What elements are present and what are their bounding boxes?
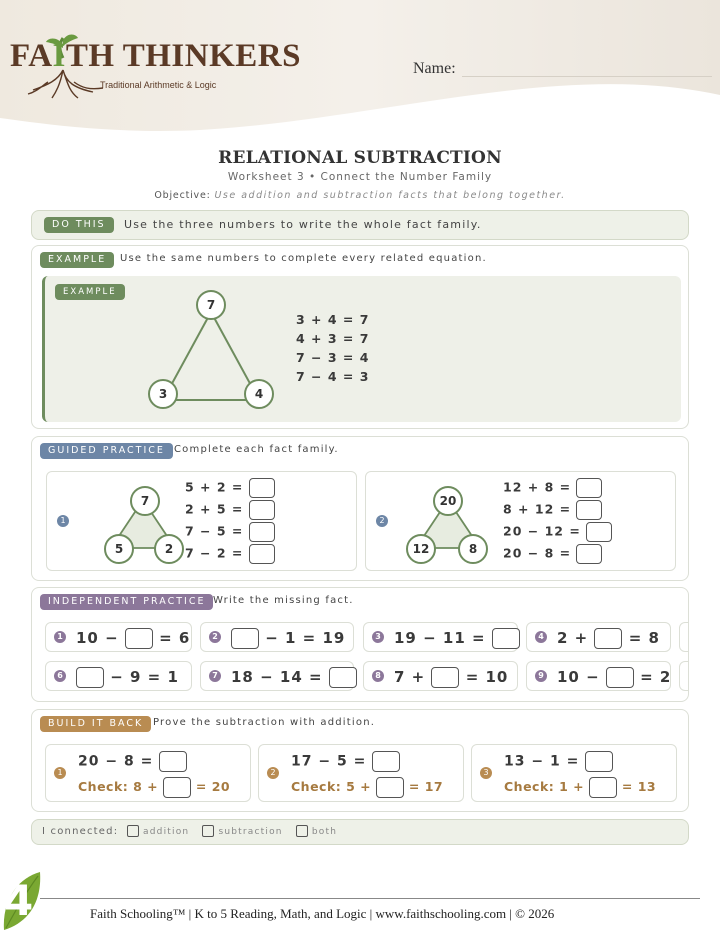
answer-box[interactable] <box>589 777 617 798</box>
build-it-back-tag: BUILD IT BACK <box>40 716 151 732</box>
example-section <box>31 245 689 429</box>
option-label: addition <box>143 827 190 837</box>
item-number-badge: 9 <box>535 670 547 682</box>
connected-label: I connected: <box>42 826 119 837</box>
guided-equation: 5 + 2 = <box>185 478 275 498</box>
item-number-badge: 2 <box>267 767 279 779</box>
checkbox-both[interactable] <box>296 825 308 837</box>
example-top-number: 7 <box>196 290 226 320</box>
answer-box[interactable] <box>76 667 104 688</box>
option-label: both <box>311 827 338 837</box>
independent-item-cut <box>679 661 689 691</box>
do-this-text: Use the three numbers to write the whole fact family. <box>124 218 482 231</box>
item-number-badge: 8 <box>372 670 384 682</box>
answer-box[interactable] <box>576 500 602 520</box>
name-field[interactable] <box>462 76 712 77</box>
answer-box[interactable] <box>159 751 187 772</box>
build-it-back-section <box>31 709 689 812</box>
independent-item: 6 − 9 = 1 <box>45 661 192 691</box>
example-tag: EXAMPLE <box>40 252 114 268</box>
build-equation: 20 − 8 = <box>78 751 187 772</box>
independent-item: 8 7 + = 10 <box>363 661 518 691</box>
checkbox-subtraction[interactable] <box>202 825 214 837</box>
guided-item-1 <box>46 471 357 571</box>
independent-item: 2 − 1 = 19 <box>200 622 354 652</box>
guided-equation: 12 + 8 = <box>503 478 602 498</box>
check-equation: Check: 5 + = 17 <box>291 777 443 798</box>
example-equation: 7 − 3 = 4 <box>296 350 370 365</box>
grade-number: 4 <box>4 876 34 925</box>
guided-equation: 8 + 12 = <box>503 500 602 520</box>
do-this-tag: DO THIS <box>44 217 114 233</box>
build-equation: 13 − 1 = <box>504 751 613 772</box>
example-text: Use the same numbers to complete every related equation. <box>120 253 487 264</box>
example-equation: 7 − 4 = 3 <box>296 369 370 384</box>
checkbox-addition[interactable] <box>127 825 139 837</box>
independent-item: 9 10 − = 2 <box>526 661 671 691</box>
answer-box[interactable] <box>372 751 400 772</box>
guided-practice-tag: GUIDED PRACTICE <box>40 443 173 459</box>
independent-practice-section <box>31 587 689 702</box>
item-number-badge: 1 <box>57 515 69 527</box>
answer-box[interactable] <box>163 777 191 798</box>
build-item-3 <box>471 744 677 802</box>
guided-equation: 20 − 12 = <box>503 522 612 542</box>
build-it-back-text: Prove the subtraction with addition. <box>153 717 376 728</box>
answer-box[interactable] <box>376 777 404 798</box>
answer-box[interactable] <box>125 628 153 649</box>
answer-box[interactable] <box>249 478 275 498</box>
answer-box[interactable] <box>492 628 520 649</box>
objective: Objective: Use addition and subtraction facts that belong together. <box>154 190 566 201</box>
guided-top-number: 20 <box>433 486 463 516</box>
name-label: Name: <box>413 60 456 77</box>
independent-item: 3 19 − 11 = <box>363 622 518 652</box>
connected-bar <box>31 819 689 845</box>
guided-right-number: 8 <box>458 534 488 564</box>
build-item-1 <box>45 744 251 802</box>
example-inner-tag: EXAMPLE <box>55 284 125 300</box>
guided-left-number: 12 <box>406 534 436 564</box>
answer-box[interactable] <box>576 478 602 498</box>
independent-item: 7 18 − 14 = <box>200 661 354 691</box>
check-equation: Check: 8 + = 20 <box>78 777 230 798</box>
answer-box[interactable] <box>231 628 259 649</box>
guided-equation: 20 − 8 = <box>503 544 602 564</box>
answer-box[interactable] <box>586 522 612 542</box>
example-right-number: 4 <box>244 379 274 409</box>
example-left-number: 3 <box>148 379 178 409</box>
answer-box[interactable] <box>249 544 275 564</box>
item-number-badge: 3 <box>372 631 384 643</box>
item-number-badge: 2 <box>209 631 221 643</box>
guided-practice-section <box>31 436 689 581</box>
answer-box[interactable] <box>249 522 275 542</box>
answer-box[interactable] <box>249 500 275 520</box>
example-equation: 3 + 4 = 7 <box>296 312 370 327</box>
item-number-badge: 6 <box>54 670 66 682</box>
item-number-badge: 3 <box>480 767 492 779</box>
answer-box[interactable] <box>431 667 459 688</box>
header <box>0 0 720 140</box>
footer-rule <box>40 898 700 899</box>
item-number-badge <box>688 631 689 643</box>
do-this-section <box>31 210 689 240</box>
footer-text: Faith Schooling™ | K to 5 Reading, Math, and Logic | www.faithschooling.com | © 2026 <box>90 906 555 921</box>
item-number-badge: 4 <box>535 631 547 643</box>
guided-item-2 <box>365 471 676 571</box>
independent-practice-text: Write the missing fact. <box>213 595 354 606</box>
answer-box[interactable] <box>594 628 622 649</box>
logo-subtitle: Traditional Arithmetic & Logic <box>100 80 217 90</box>
guided-top-number: 7 <box>130 486 160 516</box>
answer-box[interactable] <box>329 667 357 688</box>
connected-row <box>42 825 337 837</box>
build-item-2 <box>258 744 464 802</box>
guided-equation: 7 − 5 = <box>185 522 275 542</box>
worksheet-subtitle: Worksheet 3 • Connect the Number Family <box>227 171 493 183</box>
answer-box[interactable] <box>585 751 613 772</box>
guided-left-number: 5 <box>104 534 134 564</box>
check-equation: Check: 1 + = 13 <box>504 777 656 798</box>
example-equation: 4 + 3 = 7 <box>296 331 370 346</box>
answer-box[interactable] <box>606 667 634 688</box>
worksheet-title: RELATIONAL SUBTRACTION <box>218 148 502 168</box>
build-equation: 17 − 5 = <box>291 751 400 772</box>
item-number-badge: 1 <box>54 631 66 643</box>
guided-equation: 2 + 5 = <box>185 500 275 520</box>
logo-title: FAITH THINKERS <box>10 38 301 74</box>
item-number-badge: 2 <box>376 515 388 527</box>
option-label: subtraction <box>218 827 283 837</box>
independent-item: 1 10 − = 6 <box>45 622 192 652</box>
item-number-badge: 1 <box>54 767 66 779</box>
guided-equation: 7 − 2 = <box>185 544 275 564</box>
independent-practice-tag: INDEPENDENT PRACTICE <box>40 594 213 610</box>
guided-right-number: 2 <box>154 534 184 564</box>
item-number-badge <box>688 670 689 682</box>
guided-practice-text: Complete each fact family. <box>174 444 339 455</box>
example-card <box>42 276 681 422</box>
independent-item-cut <box>679 622 689 652</box>
answer-box[interactable] <box>576 544 602 564</box>
independent-item: 4 2 + = 8 <box>526 622 671 652</box>
item-number-badge: 7 <box>209 670 221 682</box>
